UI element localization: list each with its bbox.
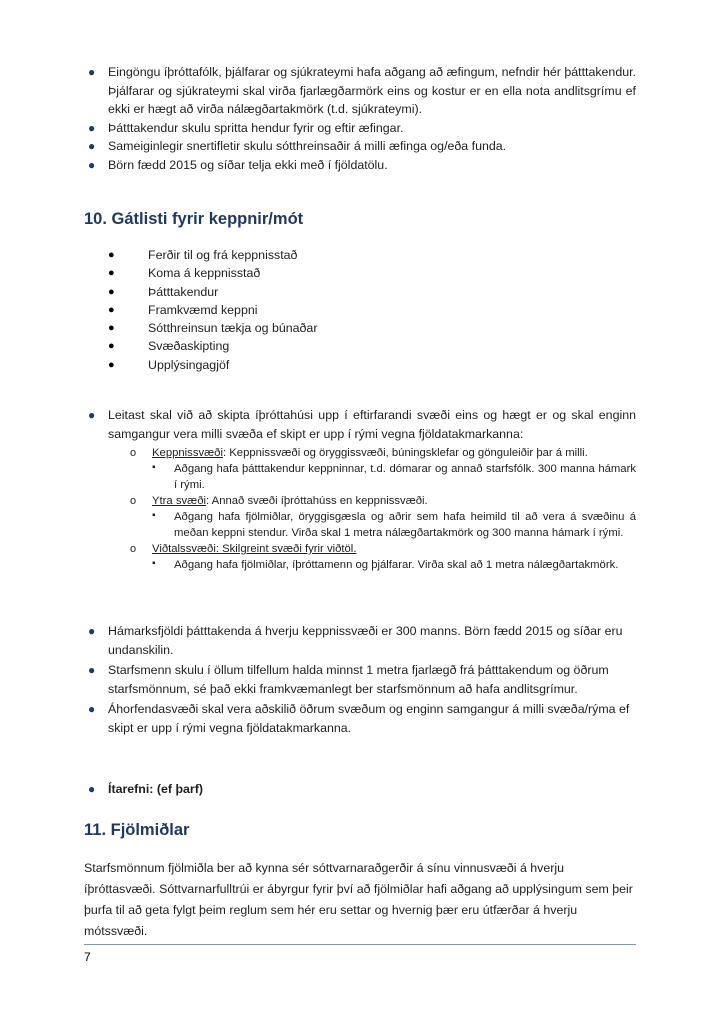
checklist-item: ● Upplýsingagjöf: [108, 356, 508, 374]
bullet-icon: ●: [88, 663, 96, 677]
list-item: ● Börn fædd 2015 og síðar telja ekki með í fjöldatölu.: [84, 156, 636, 175]
square-bullet-icon: ▪: [152, 510, 156, 521]
list-item: ● Leitast skal við að skipta íþróttahúsi upp í eftirfarandi svæði eins og hægt er og skal enginn samgangur vera milli svæða ef skipt er upp í rými vegna fjöldatakmarkanna:: [88, 408, 636, 441]
bullet-icon: ●: [88, 624, 96, 638]
square-bullet-icon: ▪: [152, 558, 156, 569]
zone-detail: ▪ Aðgang hafa fjölmiðlar, íþróttamenn og þjálfarar. Virða skal að 1 metra nálægðartakmörk.: [152, 558, 619, 571]
bullet-icon: ●: [88, 408, 96, 422]
bullet-icon: ●: [108, 340, 115, 353]
zone-item: o Viðtalssvæði: Skilgreint svæði fyrir viðtöl.: [130, 543, 357, 555]
bullet-icon: ●: [88, 702, 96, 716]
checklist-item: ● Svæðaskipting: [108, 337, 508, 355]
zone-item: o Keppnissvæði: Keppnissvæði og öryggissvæði, búningsklefar og gönguleiðir þar á milli.: [130, 447, 588, 459]
bullet-icon: ●: [108, 267, 115, 280]
zone-detail: ▪ Aðgang hafa þátttakendur keppninnar, t.d. dómarar og annað starfsfólk. 300 manna hámark í rými.: [152, 462, 636, 491]
zones-block: [84, 406, 636, 573]
page-number: 7: [84, 950, 91, 964]
top-bullet-list: [84, 63, 636, 174]
checklist-item: ● Framkvæmd keppni: [108, 301, 508, 319]
square-bullet-icon: ▪: [152, 462, 156, 473]
circle-bullet-icon: o: [130, 495, 137, 507]
list-item: ● Þátttakendur skulu spritta hendur fyrir og eftir æfingar.: [84, 119, 636, 138]
bullet-icon: ●: [108, 322, 115, 335]
checklist-item: ● Koma á keppnisstað: [108, 264, 508, 282]
checklist: [108, 246, 508, 374]
checklist-item: ● Ferðir til og frá keppnisstað: [108, 246, 508, 264]
extra-item: ● Ítarefni: (ef þarf): [84, 780, 636, 799]
section-11-heading: 11. Fjölmiðlar: [84, 821, 190, 839]
bullet-icon: ●: [88, 782, 96, 796]
circle-bullet-icon: o: [130, 543, 137, 555]
bullet-icon: ●: [88, 120, 96, 135]
section-11-paragraph: Starfsmönnum fjölmiðla ber að kynna sér sóttvarnaraðgerðir á sínu vinnusvæði á hverju íþróttasvæði. Sóttvarnarfulltrúi er ábyrgur fyrir því að fjölmiðlar hafi aðgang að upplýsingum sem þeir þurfa til að geta fylgt þeim reglum sem hér eru settar og hvernig þær eru útfærðar á hverju mótssvæði.: [84, 861, 633, 938]
list-item: ● Sameiginlegir snertifletir skulu sótthreinsaðir á milli æfinga og/eða funda.: [84, 137, 636, 156]
list-item: ● Eingöngu íþróttafólk, þjálfarar og sjúkrateymi hafa aðgang að æfingum, nefndir hér þátttakendur. Þjálfarar og sjúkrateymi skal virða fjarlægðarmörk eins og kostur er en ella nota andlitsgrímu ef ekki er hægt að virða nálægðartakmörk (t.d. sjúkrateymi).: [88, 65, 636, 116]
checklist-item: ● Sótthreinsun tækja og búnaðar: [108, 319, 508, 337]
bullet-icon: ●: [108, 358, 115, 371]
bullet-icon: ●: [108, 303, 115, 316]
bullet-icon: ●: [88, 65, 96, 79]
list-item: ● Starfsmenn skulu í öllum tilfellum halda minnst 1 metra fjarlægð frá þátttakendum og öðrum starfsmönnum, sé það ekki framkvæmanlegt ber starfsmönnum að hafa andlitsgrímur.: [88, 663, 609, 696]
bullet-icon: ●: [88, 157, 96, 172]
checklist-item: ● Þátttakendur: [108, 283, 508, 301]
list-item: ● Áhorfendasvæði skal vera aðskilið öðrum svæðum og enginn samgangur á milli svæða/rýma ef skipt er upp í rými vegna fjöldatakmarkanna.: [88, 702, 630, 735]
section-10-heading: 10. Gátlisti fyrir keppnir/mót: [84, 210, 304, 228]
circle-bullet-icon: o: [130, 447, 137, 459]
more-bullet-list: [84, 622, 636, 737]
bullet-icon: ●: [88, 139, 96, 153]
zone-detail: ▪ Aðgang hafa fjölmiðlar, öryggisgæsla og aðrir sem hafa heimild til að vera á svæðinu á meðan keppni stendur. Virða skal 1 metra nálægðartakmörk og 300 manna hámark í rými.: [152, 510, 636, 539]
bullet-icon: ●: [108, 285, 115, 298]
bullet-icon: ●: [108, 249, 115, 261]
zone-item: o Ytra svæði: Annað svæði íþróttahúss en keppnissvæði.: [130, 495, 428, 507]
list-item: ● Hámarksfjöldi þátttakenda á hverju keppnissvæði er 300 manns. Börn fædd 2015 og síðar eru undanskilin.: [88, 624, 623, 657]
footer-rule: [84, 944, 636, 945]
